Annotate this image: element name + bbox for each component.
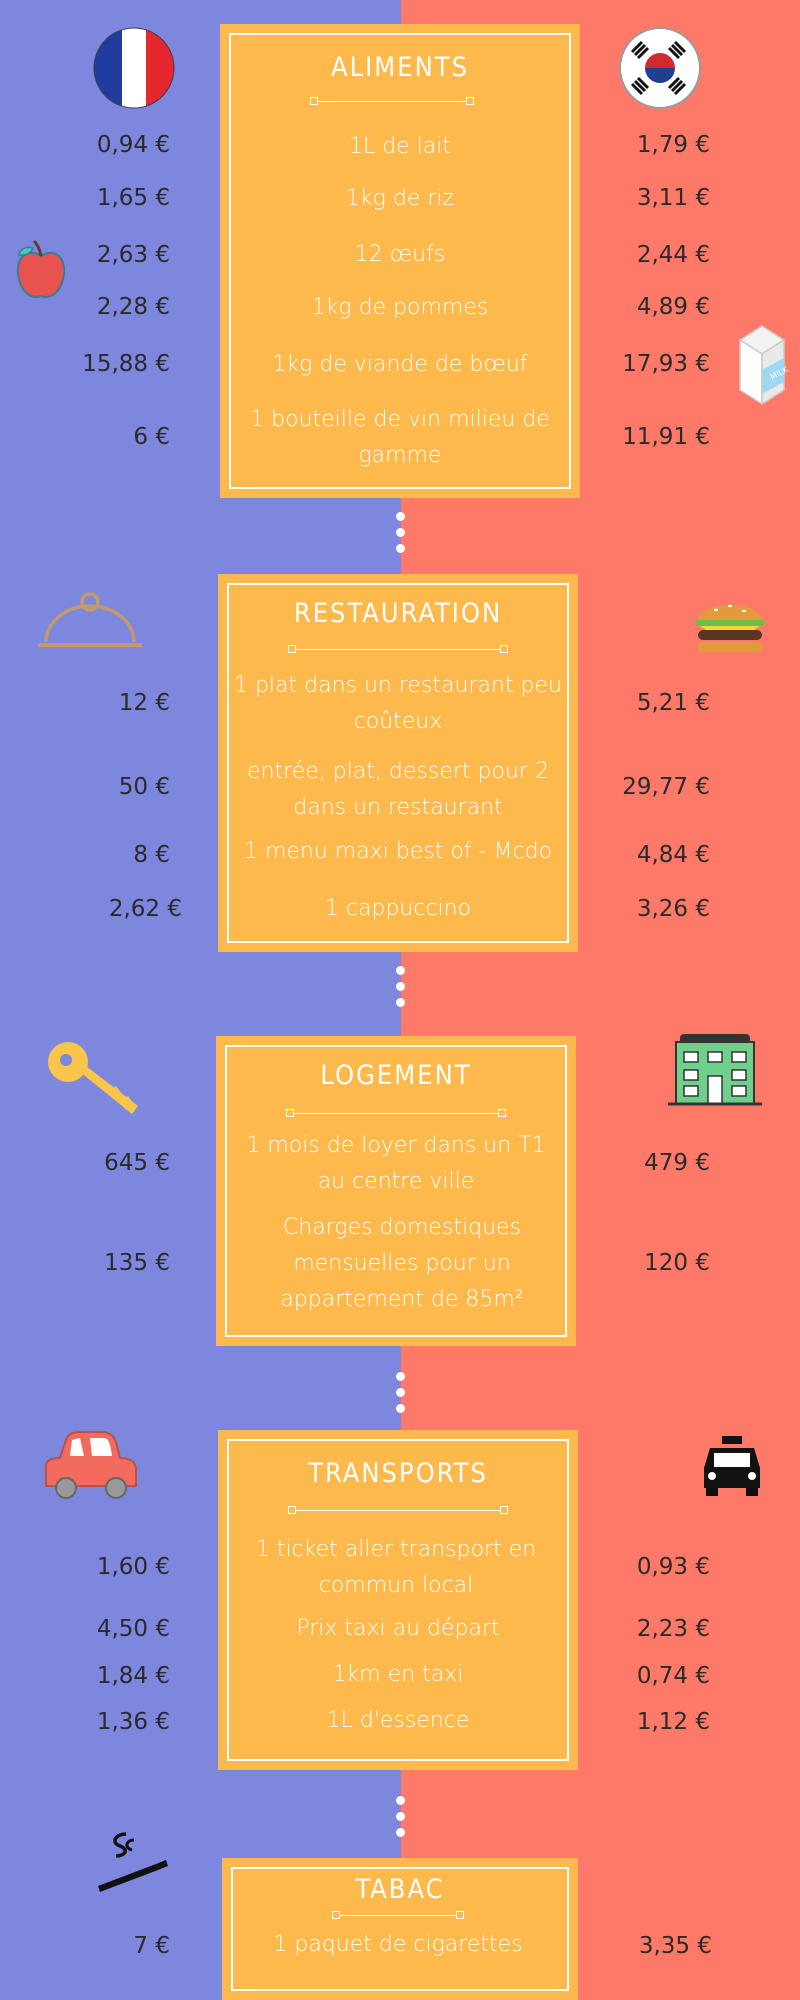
restaurant-price-fr-mcdo: 8 € <box>133 842 170 868</box>
south-korea-flag-icon <box>618 26 702 110</box>
tobacco-item-cigarettes: 1 paquet de cigarettes <box>273 1932 523 1957</box>
taxi-icon <box>698 1434 766 1498</box>
food-item-milk: 1L de lait <box>348 134 452 159</box>
separator-dots <box>396 512 406 560</box>
restaurant-price-kr-cheap-meal: 5,21 € <box>636 690 710 716</box>
food-price-kr-beef: 17,93 € <box>622 351 710 377</box>
restaurant-card-title: RESTAURATION <box>293 598 503 629</box>
title-divider <box>294 1113 498 1114</box>
burger-icon <box>692 594 768 656</box>
transport-item-fuel: 1L d'essence <box>326 1708 470 1733</box>
housing-card-title: LOGEMENT <box>320 1060 472 1091</box>
housing-item-utilities: Charges domestiques mensuelles pour un appartement de 85m² <box>280 1215 524 1312</box>
separator-dots <box>396 966 406 1014</box>
transport-price-fr-taxi-km: 1,84 € <box>96 1663 170 1689</box>
transport-card-title: TRANSPORTS <box>308 1458 488 1489</box>
housing-price-fr-utilities: 135 € <box>104 1250 170 1276</box>
transport-price-kr-ticket: 0,93 € <box>636 1554 710 1580</box>
tobacco-price-kr-cigarettes: 3,35 € <box>638 1933 712 1959</box>
milk-carton-icon <box>728 318 792 408</box>
transport-price-kr-taxi-km: 0,74 € <box>636 1663 710 1689</box>
restaurant-price-fr-three-course: 50 € <box>118 774 170 800</box>
transport-price-kr-taxi-start: 2,23 € <box>636 1616 710 1642</box>
housing-price-kr-rent: 479 € <box>644 1150 710 1176</box>
food-item-rice: 1kg de riz <box>345 186 455 211</box>
food-price-kr-milk: 1,79 € <box>636 132 710 158</box>
food-price-fr-beef: 15,88 € <box>82 351 170 377</box>
tobacco-price-fr-cigarettes: 7 € <box>133 1933 170 1959</box>
food-price-fr-apples: 2,28 € <box>96 294 170 320</box>
restaurant-price-kr-cappuccino: 3,26 € <box>636 896 710 922</box>
food-price-kr-rice: 3,11 € <box>636 185 710 211</box>
car-icon <box>40 1428 140 1504</box>
food-item-apples: 1kg de pommes <box>311 295 489 320</box>
restaurant-item-cheap-meal: 1 plat dans un restaurant peu coûteux <box>233 673 563 734</box>
title-divider <box>296 649 500 650</box>
tobacco-card-title: TABAC <box>355 1874 445 1905</box>
transport-item-taxi-start: Prix taxi au départ <box>296 1616 500 1641</box>
food-item-eggs: 12 œufs <box>354 242 446 267</box>
food-price-kr-wine: 11,91 € <box>622 424 710 450</box>
restaurant-item-three-course: entrée, plat, dessert pour 2 dans un restaurant <box>247 759 549 820</box>
transport-price-fr-ticket: 1,60 € <box>96 1554 170 1580</box>
transport-price-kr-fuel: 1,12 € <box>636 1709 710 1735</box>
transport-item-ticket: 1 ticket aller transport en commun local <box>255 1537 537 1598</box>
food-price-kr-apples: 4,89 € <box>636 294 710 320</box>
restaurant-price-kr-three-course: 29,77 € <box>622 774 710 800</box>
restaurant-price-fr-cappuccino: 2,62 € <box>108 896 182 922</box>
title-divider <box>340 1915 456 1916</box>
food-price-kr-eggs: 2,44 € <box>636 242 710 268</box>
svg-text:MILK: MILK <box>768 364 790 382</box>
housing-price-kr-utilities: 120 € <box>644 1250 710 1276</box>
separator-dots <box>396 1372 406 1420</box>
serving-cloche-icon <box>38 590 142 652</box>
restaurant-price-fr-cheap-meal: 12 € <box>118 690 170 716</box>
food-price-fr-milk: 0,94 € <box>96 132 170 158</box>
food-price-fr-rice: 1,65 € <box>96 185 170 211</box>
cigarette-icon <box>96 1830 168 1892</box>
separator-dots <box>396 1796 406 1844</box>
food-price-fr-wine: 6 € <box>133 424 170 450</box>
building-icon <box>666 1032 764 1108</box>
housing-item-rent: 1 mois de loyer dans un T1 au centre ville <box>246 1133 546 1194</box>
france-flag-icon <box>92 26 176 110</box>
transport-item-taxi-km: 1km en taxi <box>332 1662 464 1687</box>
transport-price-fr-taxi-start: 4,50 € <box>96 1616 170 1642</box>
food-card-title: ALIMENTS <box>330 52 470 83</box>
title-divider <box>296 1510 500 1511</box>
title-divider <box>318 101 466 102</box>
housing-price-fr-rent: 645 € <box>104 1150 170 1176</box>
food-item-wine: 1 bouteille de vin milieu de gamme <box>250 407 550 468</box>
food-item-beef: 1kg de viande de bœuf <box>272 352 528 377</box>
restaurant-item-cappuccino: 1 cappuccino <box>324 896 472 921</box>
transport-price-fr-fuel: 1,36 € <box>96 1709 170 1735</box>
restaurant-item-mcdo: 1 menu maxi best of - Mcdo <box>243 839 553 864</box>
food-price-fr-eggs: 2,63 € <box>96 242 170 268</box>
key-icon <box>46 1040 142 1120</box>
restaurant-price-kr-mcdo: 4,84 € <box>636 842 710 868</box>
